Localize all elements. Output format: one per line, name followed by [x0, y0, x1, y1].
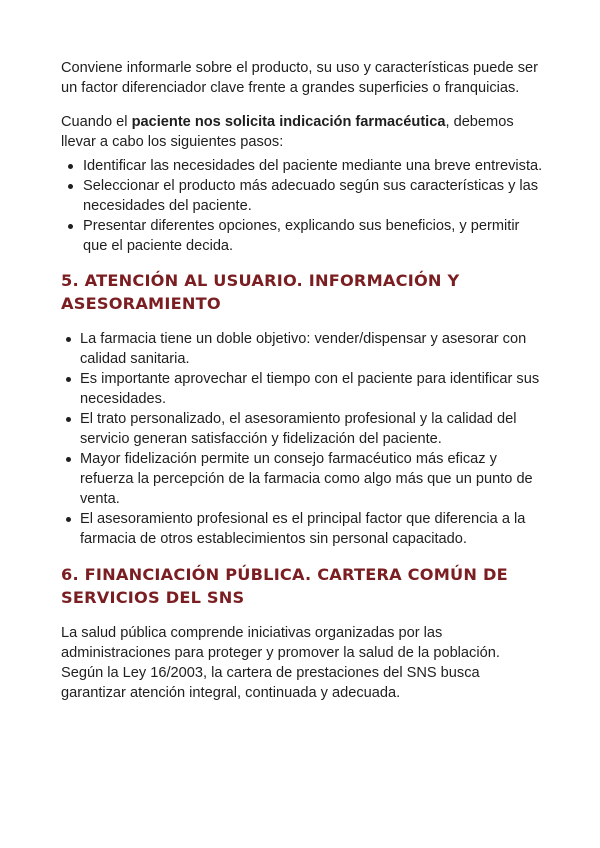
section-5-list — [61, 329, 546, 549]
list-item: Es importante aprovechar el tiempo con el paciente para identificar sus necesidades. — [61, 369, 546, 409]
lead-text-after: , debemos llevar a cabo los siguientes pasos: — [61, 114, 514, 150]
list-item: Presentar diferentes opciones, explicando sus beneficios, y permitir que el paciente decida. — [61, 216, 546, 256]
list-item: El asesoramiento profesional es el principal factor que diferencia a la farmacia de otros establecimientos sin personal capacitado. — [61, 509, 546, 549]
lead-paragraph — [61, 112, 546, 152]
lead-emphasis: paciente nos solicita indicación farmacéutica — [131, 114, 446, 130]
list-item: Mayor fidelización permite un consejo farmacéutico más eficaz y refuerza la percepción de la farmacia como algo más que un punto de venta. — [61, 449, 546, 509]
section-5-heading: 5. ATENCIÓN AL USUARIO. INFORMACIÓN Y ASESORAMIENTO — [61, 271, 460, 313]
steps-list — [61, 156, 546, 256]
list-item: Identificar las necesidades del paciente mediante una breve entrevista. — [61, 156, 546, 176]
list-item: La farmacia tiene un doble objetivo: vender/dispensar y asesorar con calidad sanitaria. — [61, 329, 546, 369]
section-6-paragraph: La salud pública comprende iniciativas organizadas por las administraciones para proteger y promover la salud de la población. Según la Ley 16/2003, la cartera de prestaciones del SNS busca garantizar atención integral, continuada y adecuada. — [61, 625, 500, 701]
section-6-heading: 6. FINANCIACIÓN PÚBLICA. CARTERA COMÚN DE SERVICIOS DEL SNS — [61, 565, 508, 607]
intro-paragraph: Conviene informarle sobre el producto, su uso y características puede ser un factor diferenciador clave frente a grandes superficies o franquicias. — [61, 60, 538, 96]
list-item: El trato personalizado, el asesoramiento profesional y la calidad del servicio generan satisfacción y fidelización del paciente. — [61, 409, 546, 449]
list-item: Seleccionar el producto más adecuado según sus características y las necesidades del paciente. — [61, 176, 546, 216]
lead-text-before: Cuando el — [61, 114, 132, 130]
document-page — [61, 58, 546, 703]
